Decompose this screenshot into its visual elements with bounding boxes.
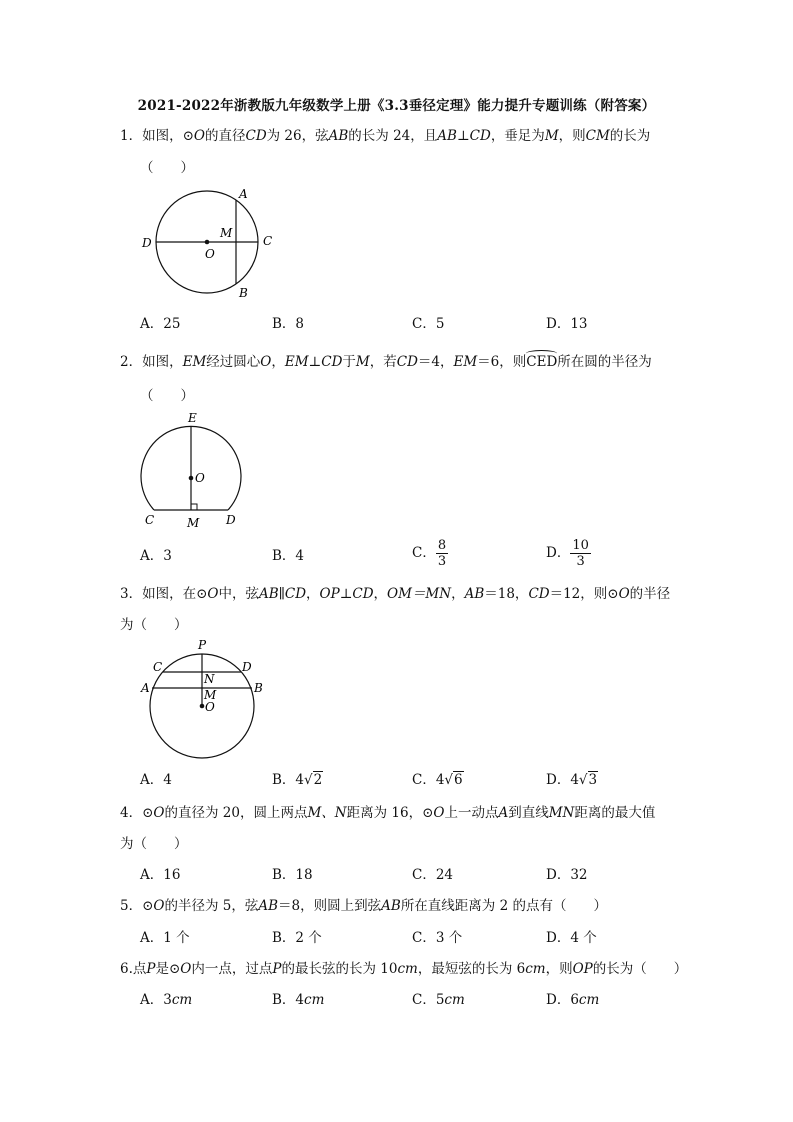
q5-var: O xyxy=(153,898,165,914)
q3-text: ， xyxy=(373,586,388,602)
q3-label-d: D xyxy=(242,660,252,674)
q6-option-b[interactable] xyxy=(272,988,324,1008)
q3-option-b[interactable] xyxy=(272,768,323,788)
q3-option-b-radicand: 2 xyxy=(313,772,323,788)
q1-options xyxy=(140,312,700,332)
q2-option-d-numerator: 10 xyxy=(572,538,589,553)
q4-text: 到直线 xyxy=(508,805,549,821)
q3-text: 中，弦 xyxy=(218,586,259,602)
q3-var: AB xyxy=(464,586,485,602)
q3-options xyxy=(140,768,700,788)
q6-text: 的最长弦的长为 10 xyxy=(281,961,398,977)
q3-stem xyxy=(120,582,670,602)
q1-var: M xyxy=(544,128,559,144)
q5-text: 的半径为 5，弦 xyxy=(164,898,259,914)
q4-var: O xyxy=(153,805,165,821)
q1-text: ，则 xyxy=(558,128,586,144)
q6-option-d-unit: cm xyxy=(578,992,600,1008)
q2-arc-ced: CED xyxy=(526,354,558,370)
q4-option-a[interactable]: A．16 xyxy=(140,867,181,883)
q2-label-o: O xyxy=(195,471,205,485)
q6-text: 内一点，过点 xyxy=(191,961,273,977)
q6-var: P xyxy=(272,961,282,977)
q6-option-c[interactable] xyxy=(412,988,465,1008)
q6-text: ，最短弦的长为 6 xyxy=(417,961,526,977)
sqrt-icon: √ xyxy=(578,772,588,788)
q6-text: 点 xyxy=(132,961,147,977)
q1-var: CD xyxy=(245,128,267,144)
q4-number: 4． xyxy=(120,805,143,821)
q1-option-a[interactable]: A．25 xyxy=(140,316,181,332)
q4-var: O xyxy=(433,805,445,821)
q6-text: ，则 xyxy=(545,961,573,977)
q3-label-m: M xyxy=(204,688,217,702)
q2-text: 如图， xyxy=(142,354,183,370)
q4-text: ⊙ xyxy=(142,805,154,821)
q4-var: M、N xyxy=(307,805,347,821)
q6-number: 6. xyxy=(120,961,133,977)
q4-option-d[interactable]: D．32 xyxy=(546,867,588,883)
q4-text: 距离的最大值 xyxy=(574,805,656,821)
q1-stem xyxy=(120,124,650,144)
q1-answer-bracket: （ ） xyxy=(140,160,194,176)
q5-var: AB xyxy=(258,898,279,914)
q3-text: ， xyxy=(306,586,320,602)
q6-option-a-unit: cm xyxy=(171,992,193,1008)
q6-var: O xyxy=(180,961,192,977)
q1-text: 如图，⊙ xyxy=(142,128,194,144)
q3-option-c[interactable] xyxy=(412,768,464,788)
q2-option-c-denominator: 3 xyxy=(437,554,447,569)
q3-option-c-radicand: 6 xyxy=(454,772,463,788)
q2-stem xyxy=(120,350,652,370)
q3-option-b-label: B．4 xyxy=(272,772,305,788)
q3-label-c: C xyxy=(153,660,163,674)
q1-number: 1． xyxy=(120,128,143,144)
q4-stem-line2: 为（ ） xyxy=(120,836,188,852)
q1-label-c: C xyxy=(263,234,273,248)
q3-option-d-radicand: 3 xyxy=(588,772,598,788)
q2-label-d: D xyxy=(226,513,236,527)
q3-stem-line2: 为（ ） xyxy=(120,617,188,633)
q6-option-a-label: A．3 xyxy=(140,992,172,1008)
q6-option-a[interactable] xyxy=(140,988,192,1008)
q2-option-c-label: C． xyxy=(412,545,436,561)
q2-number: 2． xyxy=(120,354,143,370)
q6-option-b-label: B．4 xyxy=(272,992,305,1008)
q6-var: OP xyxy=(572,961,593,977)
q2-text: ， xyxy=(271,354,285,370)
q2-option-c-numerator: 8 xyxy=(437,538,447,553)
q3-var: O xyxy=(207,586,219,602)
q1-center-dot xyxy=(205,240,210,245)
q3-label-b: B xyxy=(254,681,263,695)
q1-var: AB xyxy=(328,128,349,144)
q2-center-dot xyxy=(189,476,194,481)
sqrt-icon: √ xyxy=(444,772,454,788)
q2-text: 于 xyxy=(342,354,356,370)
q2-text: ＝4， xyxy=(417,354,454,370)
q3-label-o: O xyxy=(205,700,215,714)
q1-text: 为 26，弦 xyxy=(266,128,329,144)
q1-option-b[interactable]: B．8 xyxy=(272,316,305,332)
q3-var: AB∥CD xyxy=(258,586,307,602)
q2-var: EM xyxy=(453,354,478,370)
q2-var: CD xyxy=(396,354,418,370)
q6-option-b-unit: cm xyxy=(304,992,325,1008)
sqrt-icon: √ xyxy=(304,772,313,788)
q2-var: M xyxy=(355,354,370,370)
q2-var: CD xyxy=(321,354,343,370)
q1-text: 的长为 xyxy=(609,128,651,144)
q2-text: 经过圆心 xyxy=(206,354,261,370)
q5-option-d[interactable]: D．4 个 xyxy=(546,930,597,946)
q2-option-a[interactable]: A．3 xyxy=(140,548,172,564)
q2-option-d-fraction xyxy=(570,538,591,569)
q2-option-c[interactable] xyxy=(412,538,448,569)
q3-label-n: N xyxy=(204,672,215,686)
q6-unit: cm xyxy=(397,961,418,977)
q1-text: ，垂足为 xyxy=(490,128,545,144)
q2-var: EM xyxy=(284,354,309,370)
q6-var: P xyxy=(146,961,156,977)
q3-option-d[interactable] xyxy=(546,768,598,788)
q2-label-e: E xyxy=(188,411,197,425)
q1-var: O xyxy=(193,128,205,144)
q2-label-c: C xyxy=(145,513,155,527)
q2-option-d-denominator: 3 xyxy=(576,554,585,569)
q2-var: EM xyxy=(182,354,207,370)
q4-var: MN xyxy=(548,805,575,821)
q6-stem xyxy=(120,957,687,977)
q1-var: CM xyxy=(585,128,610,144)
q5-var: AB xyxy=(381,898,401,914)
q2-option-b[interactable]: B．4 xyxy=(272,548,305,564)
q6-text: 是⊙ xyxy=(155,961,181,977)
q3-text: 的半径 xyxy=(629,586,671,602)
q4-options xyxy=(140,863,700,883)
q6-option-c-label: C．5 xyxy=(412,992,445,1008)
q6-text: 的长为（ ） xyxy=(592,961,688,977)
q1-var: CD xyxy=(469,128,491,144)
q3-option-d-label: D．4 xyxy=(546,772,579,788)
q2-text: ＝6，则 xyxy=(477,354,527,370)
q3-var: OM＝MN xyxy=(387,586,452,602)
q2-var: O xyxy=(260,354,272,370)
q3-text: ＝12，则⊙ xyxy=(549,586,619,602)
q5-option-a[interactable]: A．1 个 xyxy=(140,930,190,946)
q1-label-m: M xyxy=(220,226,233,240)
q1-figure xyxy=(136,182,286,306)
q3-var: OP⊥CD xyxy=(319,586,374,602)
q6-option-d-label: D．6 xyxy=(546,992,579,1008)
q1-option-c[interactable]: C．5 xyxy=(412,316,445,332)
q6-option-c-unit: cm xyxy=(444,992,465,1008)
q4-text: 的直径为 20，圆上两点 xyxy=(164,805,308,821)
q2-options xyxy=(140,538,700,574)
q1-label-o: O xyxy=(205,247,215,261)
q4-var: A xyxy=(498,805,509,821)
q5-text: ＝8，则圆上到弦 xyxy=(278,898,382,914)
q5-text: 所在直线距离为 2 的点有（ ） xyxy=(400,898,607,914)
document-title: 2021-2022年浙教版九年级数学上册《3.3垂径定理》能力提升专题训练（附答案） xyxy=(137,98,656,114)
q3-option-a[interactable]: A．4 xyxy=(140,772,172,788)
q2-label-m: M xyxy=(187,516,200,530)
q3-number: 3． xyxy=(120,586,143,602)
q1-label-a: A xyxy=(239,187,248,201)
q5-option-c[interactable]: C．3 个 xyxy=(412,930,463,946)
q3-var: O xyxy=(618,586,630,602)
q2-option-d-label: D． xyxy=(546,545,571,561)
q1-label-d: D xyxy=(142,236,152,250)
q2-text: ，若 xyxy=(369,354,397,370)
q6-options xyxy=(140,988,700,1008)
q1-text: 的直径 xyxy=(204,128,246,144)
q3-text: ＝18， xyxy=(484,586,529,602)
q3-option-c-label: C．4 xyxy=(412,772,445,788)
q5-text: ⊙ xyxy=(142,898,154,914)
q2-option-c-fraction xyxy=(436,538,448,569)
q3-center-dot xyxy=(200,704,205,709)
q4-text: 上一动点 xyxy=(444,805,499,821)
q4-option-b[interactable]: B．18 xyxy=(272,867,313,883)
q1-var: AB xyxy=(437,128,457,144)
q2-figure xyxy=(136,408,256,534)
q2-right-angle-mark xyxy=(191,504,197,510)
q4-stem xyxy=(120,801,655,821)
q4-text: 距离为 16，⊙ xyxy=(346,805,434,821)
q5-number: 5． xyxy=(120,898,143,914)
q3-text: ， xyxy=(451,586,465,602)
q5-option-b[interactable]: B．2 个 xyxy=(272,930,322,946)
q4-option-c[interactable]: C．24 xyxy=(412,867,454,883)
q1-label-b: B xyxy=(239,286,248,300)
q1-text: ⊥ xyxy=(456,128,470,144)
q5-options xyxy=(140,926,700,946)
q2-option-d[interactable] xyxy=(546,538,591,569)
q3-figure xyxy=(136,638,268,762)
q5-stem xyxy=(120,894,607,914)
q6-option-d[interactable] xyxy=(546,988,599,1008)
q3-label-a: A xyxy=(141,681,150,695)
q1-text: 的长为 24，且 xyxy=(348,128,438,144)
q6-unit: cm xyxy=(525,961,546,977)
q2-text: ⊥ xyxy=(308,354,322,370)
q3-label-p: P xyxy=(198,638,207,652)
q2-text: 所在圆的半径为 xyxy=(557,354,652,370)
q2-answer-bracket: （ ） xyxy=(140,388,194,404)
q1-option-d[interactable]: D．13 xyxy=(546,316,588,332)
q3-text: 如图，在⊙ xyxy=(142,586,208,602)
q3-var: CD xyxy=(528,586,550,602)
